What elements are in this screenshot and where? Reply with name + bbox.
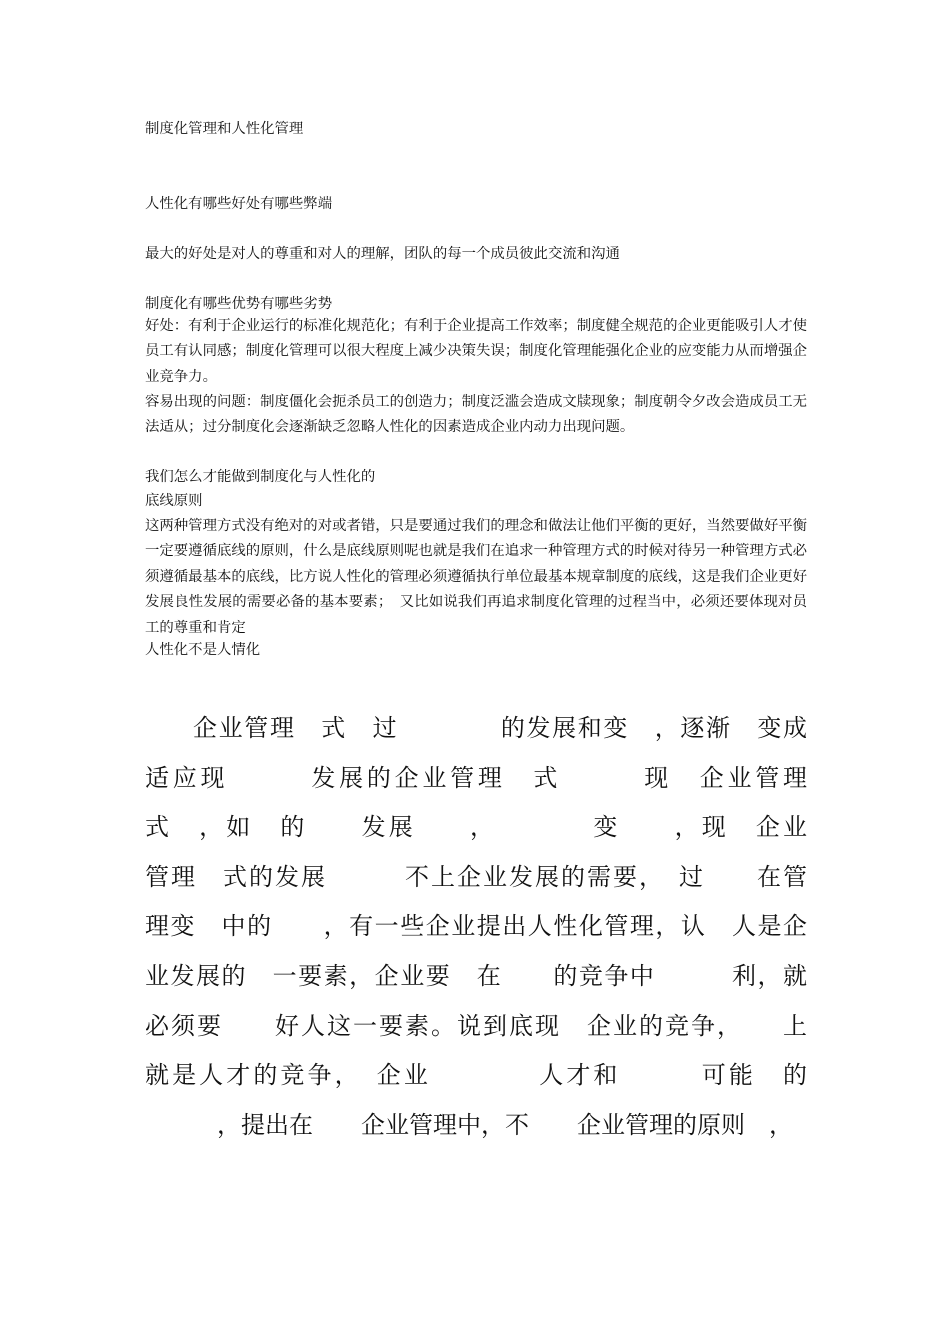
question-humanized: 人性化有哪些好处有哪些弊端 <box>145 196 333 212</box>
essay-line: 就是人才的竞争， 企业 人才和 可能 的 <box>145 1061 807 1090</box>
essay-line: 业发展的 一要素，企业要 在 的竞争中 利，就 <box>145 961 807 990</box>
cons-paragraph: 容易出现的问题：制度僵化会扼杀员工的创造力；制度泛滥会造成文牍现象；制度朝令夕改会造成员工无法适从；过分制度化会逐渐缺乏忽略人性化的因素造成企业内动力出现问题。 <box>145 394 807 436</box>
note-line: 人性化不是人情化 <box>145 642 261 658</box>
essay-line: 理变 中的 ，有一些企业提出人性化管理，认 人是企 <box>145 912 807 941</box>
question-institutional: 制度化有哪些优势有哪些劣势 <box>145 296 333 312</box>
essay-line: 管理 式的发展 不上企业发展的需要， 过 在管 <box>145 862 807 891</box>
pros-paragraph: 好处：有利于企业运行的标准化规范化；有利于企业提高工作效率；制度健全规范的企业更能吸引人才使员工有认同感；制度化管理可以很大程度上减少决策失误；制度化管理能强化企业的应变能力从而增强企业竞争力。 <box>145 318 807 385</box>
principle-title: 底线原则 <box>145 493 203 509</box>
question-balance: 我们怎么才能做到制度化与人性化的 <box>145 469 376 485</box>
doc-title: 制度化管理和人性化管理 <box>145 121 304 137</box>
principle-paragraph: 这两种管理方式没有绝对的对或者错，只是要通过我们的理念和做法让他们平衡的更好，当然要做好平衡一定要遵循底线的原则，什么是底线原则呢也就是我们在追求一种管理方式的时候对待另一种管理方式必须遵循最基本的底线，比方说人性化的管理必须遵循执行单位最基本规章制度的底线，这是我们企业更好发展良性发展的需要必备的基本要素； 又比如说我们再追求制度化管理的过程当中，必须还要体现对员工的尊重和肯定 <box>145 518 807 636</box>
essay-line: 企业管理 式 过 的发展和变 ，逐渐 变成 <box>193 714 807 742</box>
answer-humanized: 最大的好处是对人的尊重和对人的理解，团队的每一个成员彼此交流和沟通 <box>145 246 620 262</box>
essay-line: ，提出在 企业管理中，不 企业管理的原则 ， <box>145 1110 793 1139</box>
essay-line: 必须要 好人这一要素。说到底现 企业的竞争， 上 <box>145 1011 807 1040</box>
essay-section <box>145 713 807 1159</box>
essay-line: 式 ，如 的 发展 ， 变 ，现 企业 <box>145 813 807 842</box>
essay-line: 适应现 发展的企业管理 式 现 企业管理 <box>145 763 807 792</box>
